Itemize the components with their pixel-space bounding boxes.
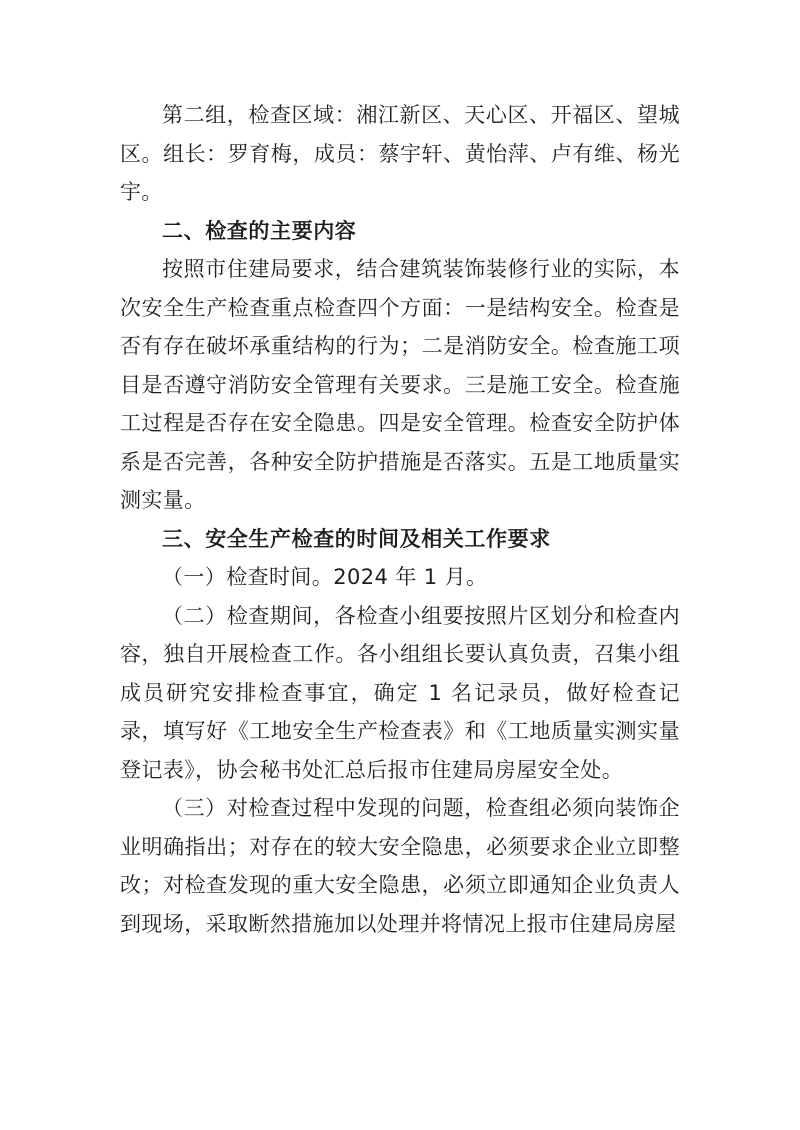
document-page xyxy=(120,96,680,943)
heading-inspection-content: 二、检查的主要内容 xyxy=(162,218,357,243)
heading-time-and-requirements: 三、安全生产检查的时间及相关工作要求 xyxy=(162,526,551,551)
paragraph-inspection-content: 按照市住建局要求，结合建筑装饰装修行业的实际，本次安全生产检查重点检查四个方面：一是结构安全。检查是否有存在破坏承重结构的行为；二是消防安全。检查施工项目是否遵守消防安全管理有关要求。三是施工安全。检查施工过程是否存在安全隐患。四是安全管理。检查安全防护体系是否完善，各种安全防护措施是否落实。五是工地质量实测实量。 xyxy=(120,257,680,512)
paragraph-inspection-period: （二）检查期间，各检查小组要按照片区划分和检查内容，独自开展检查工作。各小组组长要认真负责，召集小组成员研究安排检查事宜，确定 1 名记录员，做好检查记录，填写好《工地安全生产检查表》和《工地质量实测实量登记表》，协会秘书处汇总后报市住建局房屋安全处。 xyxy=(120,603,680,782)
paragraph-problem-handling: （三）对检查过程中发现的问题，检查组必须向装饰企业明确指出；对存在的较大安全隐患，必须要求企业立即整改；对检查发现的重大安全隐患，必须立即通知企业负责人到现场，采取断然措施加以处理并将情况上报市住建局房屋 xyxy=(120,796,680,936)
paragraph-inspection-time: （一）检查时间。2024 年 1 月。 xyxy=(162,565,488,589)
paragraph-group-two: 第二组，检查区域：湘江新区、天心区、开福区、望城区。组长：罗育梅，成员：蔡宇轩、黄怡萍、卢有维、杨光宇。 xyxy=(120,103,680,204)
